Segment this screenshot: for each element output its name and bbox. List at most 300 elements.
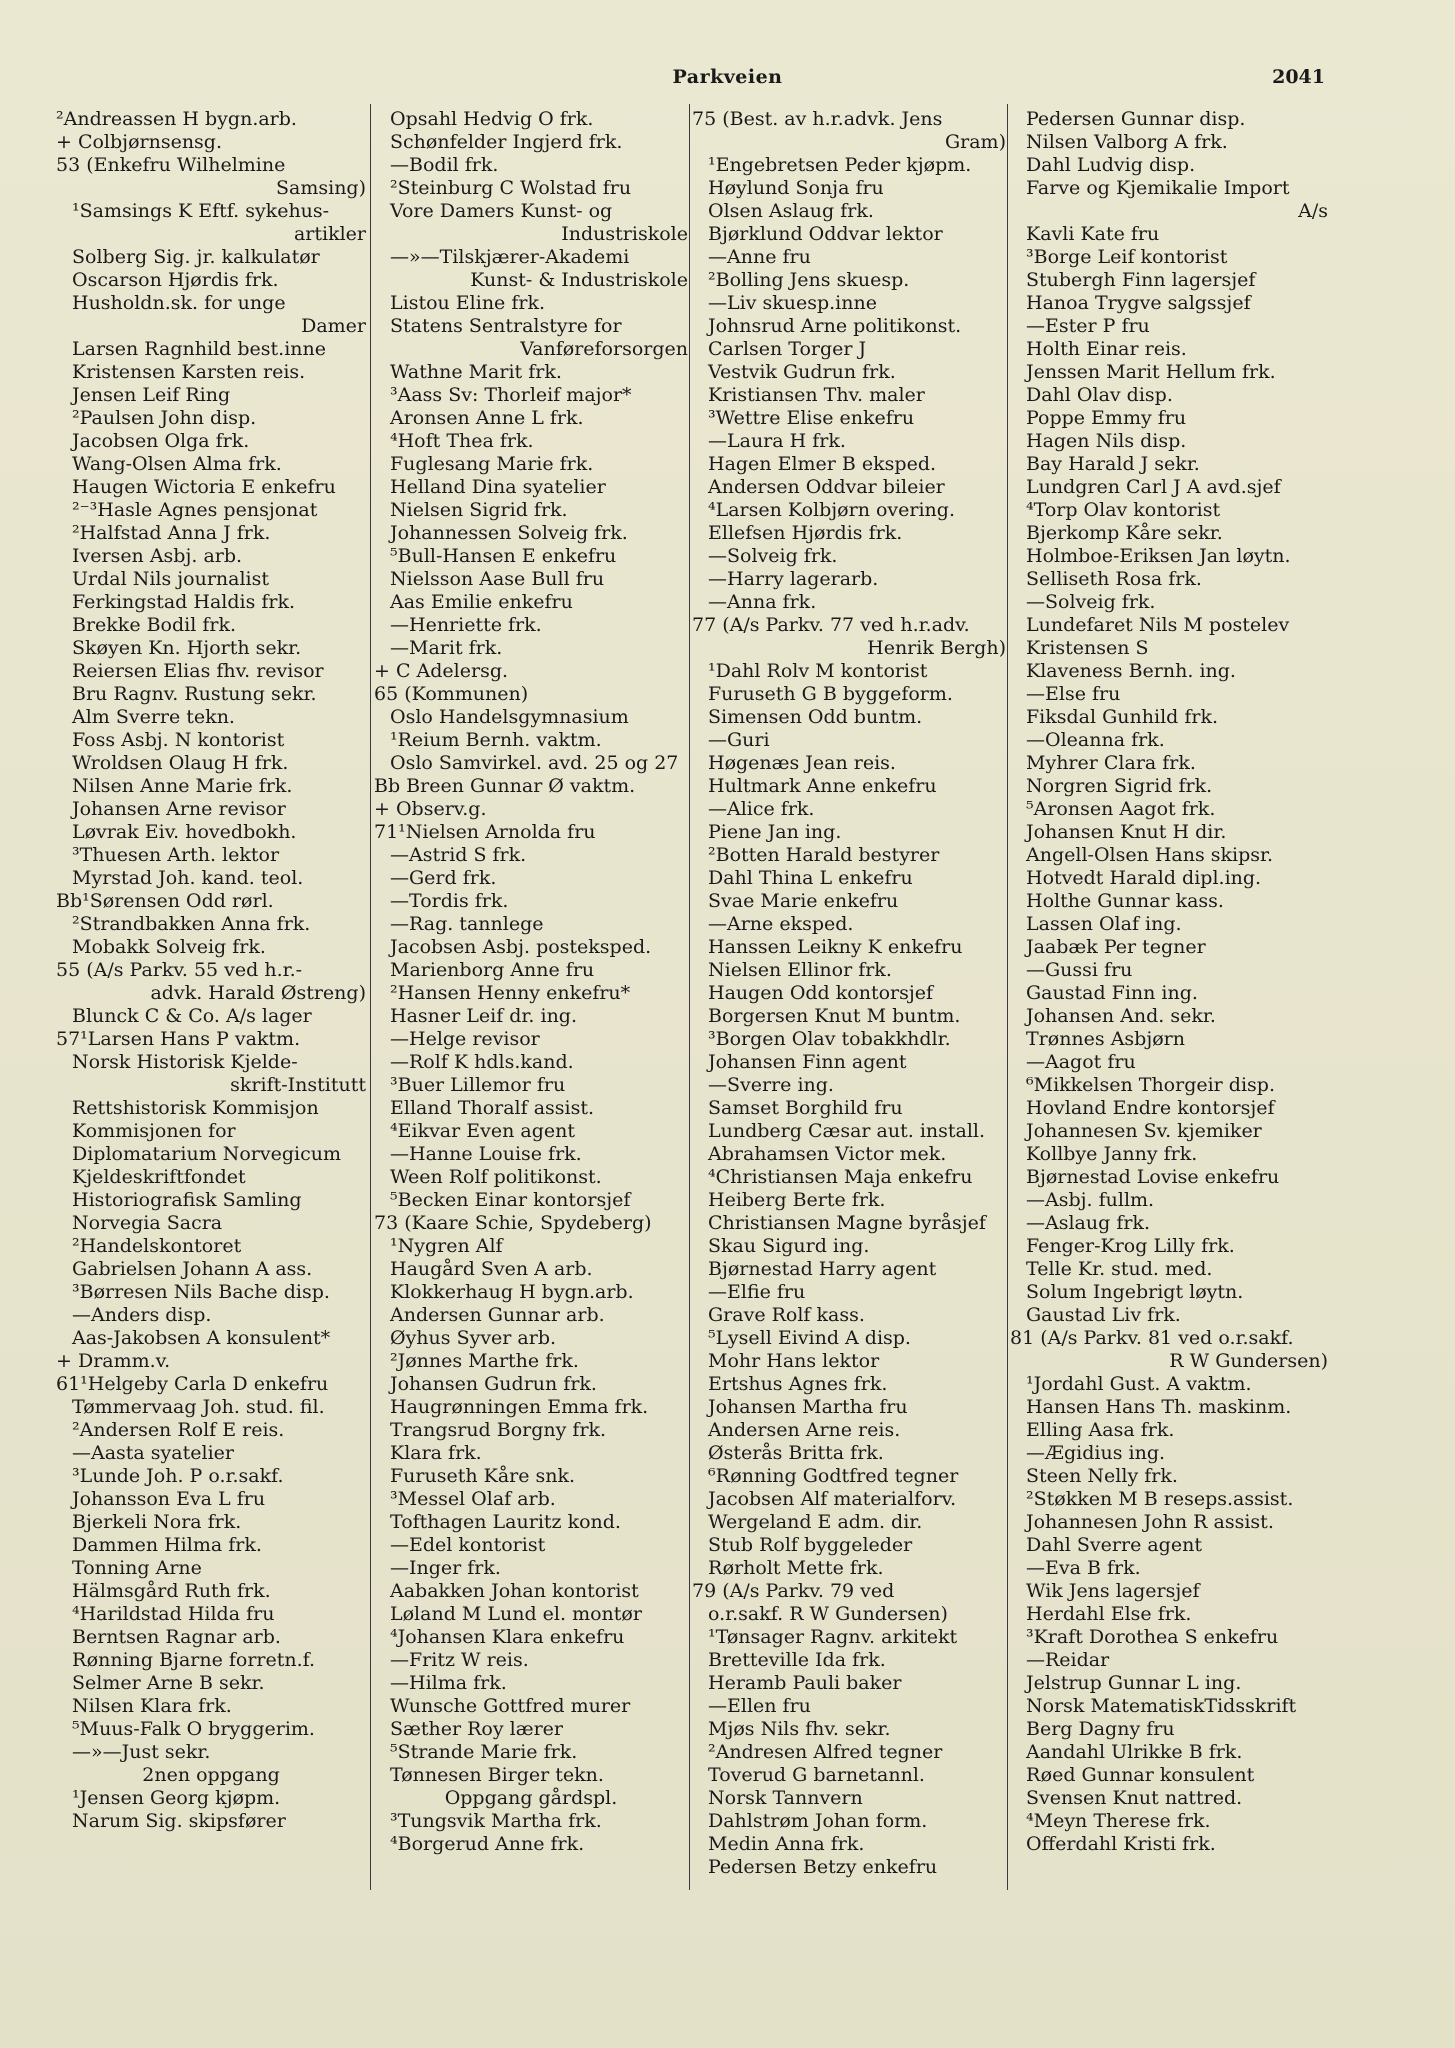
- directory-entry: ¹Jordahl Gust. A vaktm.: [1026, 1373, 1252, 1395]
- directory-entry: —Oleanna frk.: [1026, 729, 1165, 751]
- directory-entry: Samsing): [276, 177, 366, 199]
- directory-entry: —Henriette frk.: [390, 614, 542, 636]
- directory-entry: 81 (A/s Parkv. 81 ved o.r.sakf.: [1010, 1327, 1294, 1349]
- directory-entry: 73 (Kaare Schie, Spydeberg): [374, 1212, 652, 1234]
- directory-entry: Bjørklund Oddvar lektor: [708, 223, 943, 245]
- directory-entry: ¹Samsings K Eftf. sykehus-: [72, 200, 330, 222]
- directory-entry: Herdahl Else frk.: [1026, 1603, 1192, 1625]
- directory-entry: Elling Aasa frk.: [1026, 1419, 1175, 1441]
- directory-entry: Johannesen John R assist.: [1026, 1511, 1274, 1533]
- directory-entry: ⁴Eikvar Even agent: [390, 1120, 575, 1142]
- directory-entry: Piene Jan ing.: [708, 821, 842, 843]
- directory-entry: ⁴Borgerud Anne frk.: [390, 1833, 585, 1855]
- directory-entry: —Solveig frk.: [708, 545, 838, 567]
- directory-entry: Johansen Martha fru: [708, 1396, 908, 1418]
- directory-entry: Furuseth G B byggeform.: [708, 683, 953, 705]
- directory-entry: —Else fru: [1026, 683, 1121, 705]
- directory-entry: Heiberg Berte frk.: [708, 1189, 886, 1211]
- directory-entry: Røed Gunnar konsulent: [1026, 1764, 1255, 1786]
- directory-entry: Skøyen Kn. Hjorth sekr.: [72, 637, 302, 659]
- directory-entry: Bb¹Sørensen Odd rørl.: [56, 890, 274, 912]
- directory-entry: Abrahamsen Victor mek.: [708, 1143, 947, 1165]
- directory-entry: Hultmark Anne enkefru: [708, 775, 937, 797]
- directory-entry: Oscarson Hjørdis frk.: [72, 269, 279, 291]
- directory-entry: Opsahl Hedvig O frk.: [390, 108, 594, 130]
- directory-entry: Bjørnestad Harry agent: [708, 1258, 937, 1280]
- directory-entry: Hasner Leif dr. ing.: [390, 1005, 578, 1027]
- directory-entry: Damer: [301, 315, 366, 337]
- directory-entry: Høgenæs Jean reis.: [708, 752, 896, 774]
- directory-entry: —»—Tilskjærer-Akademi: [390, 246, 630, 268]
- directory-entry: Oslo Samvirkel. avd. 25 og 27: [390, 752, 679, 774]
- directory-entry: Vanføreforsorgen: [520, 338, 688, 360]
- directory-entry: ⁶Mikkelsen Thorgeir disp.: [1026, 1074, 1275, 1096]
- directory-entry: Nilsen Klara frk.: [72, 1695, 232, 1717]
- directory-entry: Kristensen Karsten reis.: [72, 361, 306, 383]
- directory-entry: Johnsrud Arne politikonst.: [708, 315, 962, 337]
- directory-entry: ⁵Muus-Falk O bryggerim.: [72, 1718, 315, 1740]
- directory-entry: Østerås Britta frk.: [708, 1442, 884, 1464]
- directory-entry: ¹Tønsager Ragnv. arkitekt: [708, 1626, 958, 1648]
- directory-entry: Aandahl Ulrikke B frk.: [1026, 1741, 1243, 1763]
- directory-entry: Iversen Asbj. arb.: [72, 545, 243, 567]
- page-number: 2041: [1272, 66, 1325, 88]
- directory-entry: Elland Thoralf assist.: [390, 1097, 595, 1119]
- directory-entry: Lundgren Carl J A avd.sjef: [1026, 476, 1281, 498]
- directory-entry: —Marit frk.: [390, 637, 503, 659]
- column-divider: [689, 104, 690, 1890]
- directory-entry: Gaustad Finn ing.: [1026, 982, 1198, 1004]
- directory-entry: skrift-Institutt: [230, 1074, 366, 1096]
- directory-entry: —Anna frk.: [708, 591, 817, 613]
- directory-entry: —Ægidius ing.: [1026, 1442, 1166, 1464]
- directory-entry: ¹Dahl Rolv M kontorist: [708, 660, 928, 682]
- directory-entry: Steen Nelly frk.: [1026, 1465, 1178, 1487]
- directory-entry: + Colbjørnsensg.: [56, 131, 223, 153]
- directory-entry: —Laura H frk.: [708, 430, 846, 452]
- directory-entry: Svae Marie enkefru: [708, 890, 899, 912]
- directory-entry: Norsk Historisk Kjelde-: [72, 1051, 298, 1073]
- directory-entry: —Asbj. fullm.: [1026, 1189, 1155, 1211]
- directory-entry: Øyhus Syver arb.: [390, 1327, 557, 1349]
- directory-entry: ²Strandbakken Anna frk.: [72, 913, 311, 935]
- directory-entry: Norsk Tannvern: [708, 1787, 863, 1809]
- directory-entry: 79 (A/s Parkv. 79 ved: [692, 1580, 895, 1602]
- directory-entry: Hotvedt Harald dipl.ing.: [1026, 867, 1262, 889]
- directory-entry: Johansen Arne revisor: [72, 798, 286, 820]
- directory-entry: 75 (Best. av h.r.advk. Jens: [692, 108, 943, 130]
- directory-entry: Bru Ragnv. Rustung sekr.: [72, 683, 317, 705]
- directory-entry: Borgersen Knut M buntm.: [708, 1005, 961, 1027]
- directory-entry: —Alice frk.: [708, 798, 815, 820]
- directory-entry: —Hilma frk.: [390, 1672, 507, 1694]
- directory-entry: artikler: [293, 223, 366, 245]
- directory-entry: Kunst- & Industriskole: [470, 269, 688, 291]
- directory-entry: Nielsen Ellinor frk.: [708, 959, 892, 981]
- directory-entry: Oslo Handelsgymnasium: [390, 706, 629, 728]
- directory-entry: Andersen Gunnar arb.: [390, 1304, 605, 1326]
- directory-entry: ³Lunde Joh. P o.r.sakf.: [72, 1465, 284, 1487]
- page-title: Parkveien: [672, 66, 783, 88]
- directory-entry: ²⁻³Hasle Agnes pensjonat: [72, 499, 318, 521]
- directory-entry: Kjeldeskriftfondet: [72, 1166, 246, 1188]
- page-header: [0, 66, 1455, 96]
- directory-entry: Lundberg Cæsar aut. install.: [708, 1120, 986, 1142]
- directory-entry: Johannesen Sv. kjemiker: [1026, 1120, 1262, 1142]
- directory-entry: Løland M Lund el. montør: [390, 1603, 642, 1625]
- directory-entry: + Dramm.v.: [56, 1350, 171, 1372]
- directory-column-1: [56, 108, 366, 1888]
- directory-entry: Narum Sig. skipsfører: [72, 1810, 286, 1832]
- directory-entry: 77 (A/s Parkv. 77 ved h.r.adv.: [692, 614, 970, 636]
- directory-entry: —Fritz W reis.: [390, 1649, 529, 1671]
- directory-entry: Farve og Kjemikalie Import: [1026, 177, 1290, 199]
- directory-entry: —Aagot fru: [1026, 1051, 1136, 1073]
- directory-entry: ⁴Johansen Klara enkefru: [390, 1626, 625, 1648]
- directory-entry: ³Kraft Dorothea S enkefru: [1026, 1626, 1279, 1648]
- directory-entry: Kristensen S: [1026, 637, 1149, 659]
- directory-entry: ⁴Christiansen Maja enkefru: [708, 1166, 973, 1188]
- directory-entry: Stubergh Finn lagersjef: [1026, 269, 1256, 291]
- directory-entry: Berntsen Ragnar arb.: [72, 1626, 281, 1648]
- directory-entry: Kollbye Janny frk.: [1026, 1143, 1198, 1165]
- directory-entry: Kristiansen Thv. maler: [708, 384, 925, 406]
- directory-entry: —Ellen fru: [708, 1695, 811, 1717]
- directory-entry: Gaustad Liv frk.: [1026, 1304, 1181, 1326]
- directory-entry: + Observ.g.: [374, 798, 487, 820]
- directory-entry: Hälmsgård Ruth frk.: [72, 1580, 271, 1602]
- directory-entry: —Rag. tannlege: [390, 913, 544, 935]
- directory-entry: Selmer Arne B sekr.: [72, 1672, 265, 1694]
- directory-entry: Gabrielsen Johann A ass.: [72, 1258, 313, 1280]
- directory-entry: ²Paulsen John disp.: [72, 407, 257, 429]
- directory-entry: Johansson Eva L fru: [72, 1488, 266, 1510]
- directory-entry: Pedersen Betzy enkefru: [708, 1856, 938, 1878]
- directory-entry: Sæther Roy lærer: [390, 1718, 563, 1740]
- directory-entry: ²Andersen Rolf E reis.: [72, 1419, 285, 1441]
- directory-entry: Bb Breen Gunnar Ø vaktm.: [374, 775, 636, 797]
- directory-entry: Svensen Knut nattred.: [1026, 1787, 1243, 1809]
- directory-entry: Wunsche Gottfred murer: [390, 1695, 631, 1717]
- directory-entry: Stub Rolf byggeleder: [708, 1534, 913, 1556]
- directory-entry: Rønning Bjarne forretn.f.: [72, 1649, 316, 1671]
- directory-entry: Jaabæk Per tegner: [1026, 936, 1206, 958]
- directory-entry: Skau Sigurd ing.: [708, 1235, 870, 1257]
- directory-column-4: [1010, 108, 1328, 1888]
- directory-entry: Johannessen Solveig frk.: [390, 522, 628, 544]
- directory-entry: —»—Just sekr.: [72, 1741, 211, 1763]
- directory-entry: Kommisjonen for: [72, 1120, 236, 1142]
- directory-entry: Vore Damers Kunst- og: [390, 200, 613, 222]
- directory-entry: Dahl Thina L enkefru: [708, 867, 913, 889]
- directory-entry: ³Buer Lillemor fru: [390, 1074, 566, 1096]
- directory-entry: Haugård Sven A arb.: [390, 1258, 593, 1280]
- directory-entry: 2nen oppgang: [142, 1764, 280, 1786]
- directory-entry: Mobakk Solveig frk.: [72, 936, 266, 958]
- directory-entry: ²Handelskontoret: [72, 1235, 242, 1257]
- directory-entry: Lundefaret Nils M postelev: [1026, 614, 1290, 636]
- directory-entry: Samset Borghild fru: [708, 1097, 903, 1119]
- directory-entry: Wik Jens lagersjef: [1026, 1580, 1200, 1602]
- directory-entry: ⁵Bull-Hansen E enkefru: [390, 545, 617, 567]
- directory-entry: ⁴Hoft Thea frk.: [390, 430, 534, 452]
- directory-entry: —Aasta syatelier: [72, 1442, 234, 1464]
- directory-entry: Foss Asbj. N kontorist: [72, 729, 285, 751]
- directory-entry: —Aslaug frk.: [1026, 1212, 1150, 1234]
- directory-entry: Klokkerhaug H bygn.arb.: [390, 1281, 634, 1303]
- directory-entry: Hanssen Leikny K enkefru: [708, 936, 963, 958]
- directory-entry: Ellefsen Hjørdis frk.: [708, 522, 903, 544]
- directory-entry: 71¹Nielsen Arnolda fru: [374, 821, 596, 843]
- directory-entry: Ferkingstad Haldis frk.: [72, 591, 296, 613]
- directory-entry: Tofthagen Lauritz kond.: [390, 1511, 621, 1533]
- directory-entry: Høylund Sonja fru: [708, 177, 884, 199]
- directory-entry: Grave Rolf kass.: [708, 1304, 865, 1326]
- directory-entry: 55 (A/s Parkv. 55 ved h.r.-: [56, 959, 303, 981]
- directory-entry: Vestvik Gudrun frk.: [708, 361, 896, 383]
- directory-entry: Nielsen Sigrid frk.: [390, 499, 568, 521]
- directory-entry: ⁵Aronsen Aagot frk.: [1026, 798, 1216, 820]
- directory-entry: ²Bolling Jens skuesp.: [708, 269, 910, 291]
- directory-entry: Pedersen Gunnar disp.: [1026, 108, 1246, 130]
- directory-entry: Dahl Olav disp.: [1026, 384, 1173, 406]
- directory-entry: Johansen Knut H dir.: [1026, 821, 1227, 843]
- directory-entry: Henrik Bergh): [867, 637, 1006, 659]
- directory-entry: Bjerkeli Nora frk.: [72, 1511, 242, 1533]
- directory-entry: Klara frk.: [390, 1442, 482, 1464]
- directory-entry: ⁵Strande Marie frk.: [390, 1741, 578, 1763]
- directory-entry: Ween Rolf politikonst.: [390, 1166, 602, 1188]
- directory-entry: Simensen Odd buntm.: [708, 706, 923, 728]
- directory-entry: Olsen Aslaug frk.: [708, 200, 874, 222]
- directory-entry: —Eva B frk.: [1026, 1557, 1141, 1579]
- directory-entry: 61¹Helgeby Carla D enkefru: [56, 1373, 329, 1395]
- directory-entry: ²Støkken M B reseps.assist.: [1026, 1488, 1294, 1510]
- directory-entry: Bjerkomp Kåre sekr.: [1026, 522, 1223, 544]
- directory-entry: Norsk MatematiskTidsskrift: [1026, 1695, 1297, 1717]
- directory-entry: o.r.sakf. R W Gundersen): [708, 1603, 948, 1625]
- directory-entry: Wergeland E adm. dir.: [708, 1511, 923, 1533]
- directory-entry: ¹Nygren Alf: [390, 1235, 503, 1257]
- directory-entry: —Arne eksped.: [708, 913, 854, 935]
- directory-entry: —Bodil frk.: [390, 154, 499, 176]
- directory-entry: ³Borge Leif kontorist: [1026, 246, 1228, 268]
- directory-entry: Andersen Arne reis.: [708, 1419, 901, 1441]
- directory-entry: Medin Anna frk.: [708, 1833, 865, 1855]
- directory-column-2: [374, 108, 688, 1888]
- directory-entry: Jensen Leif Ring: [72, 384, 231, 406]
- directory-entry: ²Andreassen H bygn.arb.: [56, 108, 297, 130]
- directory-entry: Aronsen Anne L frk.: [390, 407, 584, 429]
- directory-entry: Berg Dagny fru: [1026, 1718, 1175, 1740]
- directory-entry: Hagen Elmer B eksped.: [708, 453, 937, 475]
- directory-entry: —Reidar: [1026, 1649, 1110, 1671]
- directory-entry: Rørholt Mette frk.: [708, 1557, 884, 1579]
- directory-entry: Holth Einar reis.: [1026, 338, 1187, 360]
- directory-entry: Johansen Finn agent: [708, 1051, 907, 1073]
- directory-entry: ¹Reium Bernh. vaktm.: [390, 729, 602, 751]
- directory-entry: Klaveness Bernh. ing.: [1026, 660, 1236, 682]
- directory-entry: Dahl Sverre agent: [1026, 1534, 1202, 1556]
- directory-entry: Marienborg Anne fru: [390, 959, 595, 981]
- directory-entry: Myhrer Clara frk.: [1026, 752, 1196, 774]
- directory-entry: Jacobsen Alf materialforv.: [708, 1488, 957, 1510]
- directory-entry: ²Jønnes Marthe frk.: [390, 1350, 579, 1372]
- directory-entry: —Solveig frk.: [1026, 591, 1156, 613]
- column-divider: [370, 104, 371, 1890]
- directory-entry: Gram): [944, 131, 1006, 153]
- directory-entry: —Helge revisor: [390, 1028, 540, 1050]
- directory-entry: ¹Jensen Georg kjøpm.: [72, 1787, 281, 1809]
- directory-entry: Toverud G barnetannl.: [708, 1764, 925, 1786]
- directory-entry: ³Messel Olaf arb.: [390, 1488, 556, 1510]
- directory-entry: ³Thuesen Arth. lektor: [72, 844, 280, 866]
- directory-entry: Historiografisk Samling: [72, 1189, 302, 1211]
- directory-entry: —Astrid S frk.: [390, 844, 527, 866]
- directory-entry: —Guri: [708, 729, 770, 751]
- directory-entry: Tonning Arne: [72, 1557, 202, 1579]
- directory-entry: Løvrak Eiv. hovedbokh.: [72, 821, 297, 843]
- directory-entry: Dammen Hilma frk.: [72, 1534, 262, 1556]
- directory-entry: Helland Dina syatelier: [390, 476, 606, 498]
- directory-entry: ⁴Larsen Kolbjørn overing.: [708, 499, 955, 521]
- directory-entry: Trangsrud Borgny frk.: [390, 1419, 607, 1441]
- directory-entry: —Inger frk.: [390, 1557, 501, 1579]
- directory-entry: 53 (Enkefru Wilhelmine: [56, 154, 286, 176]
- directory-entry: Brekke Bodil frk.: [72, 614, 237, 636]
- directory-entry: Selliseth Rosa frk.: [1026, 568, 1202, 590]
- directory-entry: Haugen Odd kontorsjef: [708, 982, 934, 1004]
- directory-entry: Oppgang gårdspl.: [444, 1787, 618, 1809]
- directory-entry: Hagen Nils disp.: [1026, 430, 1187, 452]
- directory-entry: Heramb Pauli baker: [708, 1672, 902, 1694]
- directory-entry: advk. Harald Østreng): [150, 982, 366, 1004]
- directory-entry: ³Borgen Olav tobakkhdlr.: [708, 1028, 951, 1050]
- directory-entry: Tønnesen Birger tekn.: [390, 1764, 604, 1786]
- directory-entry: —Gerd frk.: [390, 867, 497, 889]
- directory-entry: Hanoa Trygve salgssjef: [1026, 292, 1251, 314]
- directory-entry: A/s: [1298, 200, 1328, 222]
- directory-entry: —Anders disp.: [72, 1304, 212, 1326]
- directory-entry: ⁶Rønning Godtfred tegner: [708, 1465, 959, 1487]
- directory-entry: Wathne Marit frk.: [390, 361, 562, 383]
- directory-entry: ²Botten Harald bestyrer: [708, 844, 940, 866]
- directory-entry: ⁴Harildstad Hilda fru: [72, 1603, 275, 1625]
- directory-entry: Kavli Kate fru: [1026, 223, 1160, 245]
- directory-entry: Mjøs Nils fhv. sekr.: [708, 1718, 891, 1740]
- directory-entry: Aas-Jakobsen A konsulent*: [72, 1327, 331, 1349]
- directory-entry: Solum Ingebrigt løytn.: [1026, 1281, 1244, 1303]
- directory-entry: Bay Harald J sekr.: [1026, 453, 1200, 475]
- directory-entry: Fenger-Krog Lilly frk.: [1026, 1235, 1235, 1257]
- directory-entry: —Gussi fru: [1026, 959, 1133, 981]
- directory-entry: Aas Emilie enkefru: [390, 591, 573, 613]
- directory-entry: ²Hansen Henny enkefru*: [390, 982, 631, 1004]
- directory-entry: Haugrønningen Emma frk.: [390, 1396, 649, 1418]
- directory-entry: Christiansen Magne byråsjef: [708, 1212, 986, 1234]
- directory-entry: —Rolf K hdls.kand.: [390, 1051, 574, 1073]
- directory-entry: Johansen Gudrun frk.: [390, 1373, 597, 1395]
- directory-entry: Nilsen Anne Marie frk.: [72, 775, 293, 797]
- directory-entry: 57¹Larsen Hans P vaktm.: [56, 1028, 301, 1050]
- directory-entry: Holmboe-Eriksen Jan løytn.: [1026, 545, 1291, 567]
- directory-entry: Wroldsen Olaug H frk.: [72, 752, 289, 774]
- directory-entry: Dahl Ludvig disp.: [1026, 154, 1196, 176]
- directory-entry: ³Aass Sv: Thorleif major*: [390, 384, 632, 406]
- directory-column-3: [692, 108, 1006, 1888]
- directory-entry: ⁵Lysell Eivind A disp.: [708, 1327, 911, 1349]
- directory-entry: Industriskole: [561, 223, 688, 245]
- directory-entry: 65 (Kommunen): [374, 683, 529, 705]
- directory-entry: Carlsen Torger J: [708, 338, 867, 360]
- directory-entry: Poppe Emmy fru: [1026, 407, 1187, 429]
- directory-entry: Angell-Olsen Hans skipsr.: [1026, 844, 1274, 866]
- directory-entry: —Hanne Louise frk.: [390, 1143, 582, 1165]
- directory-entry: Alm Sverre tekn.: [72, 706, 235, 728]
- directory-entry: Statens Sentralstyre for: [390, 315, 622, 337]
- directory-entry: Husholdn.sk. for unge: [72, 292, 286, 314]
- directory-entry: ²Andresen Alfred tegner: [708, 1741, 943, 1763]
- directory-entry: Johansen And. sekr.: [1026, 1005, 1216, 1027]
- directory-entry: Andersen Oddvar bileier: [708, 476, 945, 498]
- directory-entry: Myrstad Joh. kand. teol.: [72, 867, 304, 889]
- directory-entry: ¹Engebretsen Peder kjøpm.: [708, 154, 972, 176]
- directory-entry: Wang-Olsen Alma frk.: [72, 453, 282, 475]
- directory-entry: Dahlstrøm Johan form.: [708, 1810, 928, 1832]
- directory-entry: ³Tungsvik Martha frk.: [390, 1810, 602, 1832]
- directory-entry: Telle Kr. stud. med.: [1026, 1258, 1213, 1280]
- directory-entry: + C Adelersg.: [374, 660, 509, 682]
- directory-entry: —Liv skuesp.inne: [708, 292, 877, 314]
- directory-entry: —Tordis frk.: [390, 890, 509, 912]
- directory-entry: Fuglesang Marie frk.: [390, 453, 594, 475]
- directory-entry: Hansen Hans Th. maskinm.: [1026, 1396, 1292, 1418]
- directory-entry: Larsen Ragnhild best.inne: [72, 338, 326, 360]
- directory-entry: —Ester P fru: [1026, 315, 1150, 337]
- directory-entry: Rettshistorisk Kommisjon: [72, 1097, 319, 1119]
- directory-entry: Aabakken Johan kontorist: [390, 1580, 639, 1602]
- directory-entry: —Elfie fru: [708, 1281, 806, 1303]
- directory-entry: —Anne fru: [708, 246, 811, 268]
- directory-entry: Fiksdal Gunhild frk.: [1026, 706, 1219, 728]
- directory-entry: Jelstrup Gunnar L ing.: [1026, 1672, 1242, 1694]
- column-divider: [1007, 104, 1008, 1890]
- directory-entry: —Harry lagerarb.: [708, 568, 879, 590]
- directory-entry: Norvegia Sacra: [72, 1212, 223, 1234]
- directory-entry: Blunck C & Co. A/s lager: [72, 1005, 312, 1027]
- directory-entry: Tømmervaag Joh. stud. fil.: [72, 1396, 325, 1418]
- directory-entry: Furuseth Kåre snk.: [390, 1465, 576, 1487]
- directory-entry: ³Børresen Nils Bache disp.: [72, 1281, 330, 1303]
- directory-entry: Ertshus Agnes frk.: [708, 1373, 888, 1395]
- directory-entry: Norgren Sigrid frk.: [1026, 775, 1213, 797]
- directory-entry: Offerdahl Kristi frk.: [1026, 1833, 1216, 1855]
- directory-entry: Bretteville Ida frk.: [708, 1649, 886, 1671]
- directory-entry: —Sverre ing.: [708, 1074, 834, 1096]
- directory-entry: Jenssen Marit Hellum frk.: [1026, 361, 1276, 383]
- directory-entry: ⁴Torp Olav kontorist: [1026, 499, 1221, 521]
- directory-entry: ⁴Meyn Therese frk.: [1026, 1810, 1211, 1832]
- directory-entry: Jacobsen Asbj. posteksped.: [390, 936, 652, 958]
- directory-entry: Reiersen Elias fhv. revisor: [72, 660, 324, 682]
- directory-entry: Hovland Endre kontorsjef: [1026, 1097, 1275, 1119]
- directory-entry: Mohr Hans lektor: [708, 1350, 880, 1372]
- directory-entry: ⁵Becken Einar kontorsjef: [390, 1189, 631, 1211]
- directory-entry: Diplomatarium Norvegicum: [72, 1143, 342, 1165]
- directory-entry: Haugen Wictoria E enkefru: [72, 476, 336, 498]
- directory-entry: Listou Eline frk.: [390, 292, 546, 314]
- directory-entry: ³Wettre Elise enkefru: [708, 407, 915, 429]
